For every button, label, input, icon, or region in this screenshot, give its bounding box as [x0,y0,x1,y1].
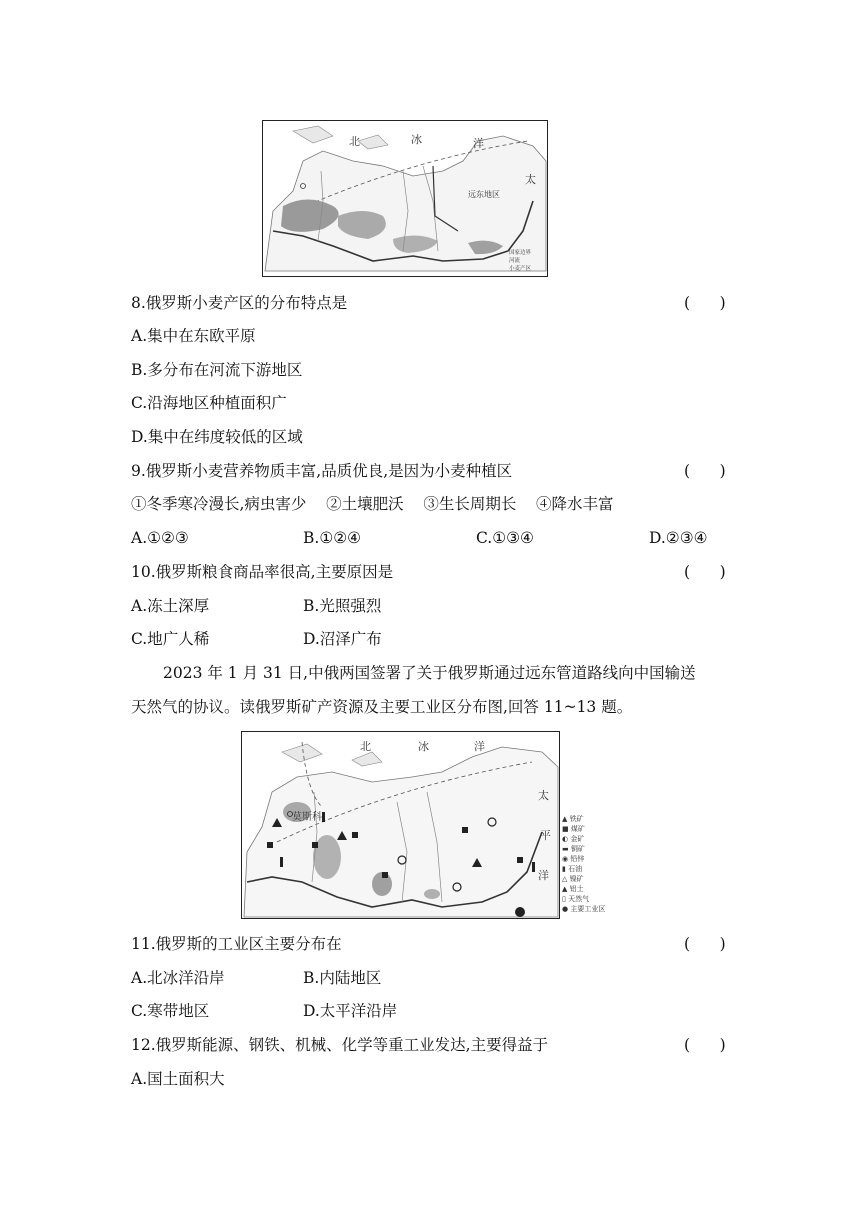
q9-option-a: A.①②③ [131,529,189,547]
q9-statements: ①冬季寒冷漫长,病虫害少 ②土壤肥沃 ③生长周期长 ④降水丰富 [131,495,614,513]
legend-gold: ◐ 金矿 [562,835,585,843]
map2-ocean-char-6: 洋 [538,869,549,882]
mineral-industry-map [241,731,560,919]
map1-ocean-char-3: 洋 [473,137,484,150]
q12-stem: 12.俄罗斯能源、钢铁、机械、化学等重工业发达,主要得益于 [131,1036,549,1054]
q10-option-d: D.沼泽广布 [303,630,382,648]
q9-stem: 9.俄罗斯小麦营养物质丰富,品质优良,是因为小麦种植区 [131,462,513,480]
q11-option-a: A.北冰洋沿岸 [131,969,225,987]
q10-stem: 10.俄罗斯粮食商品率很高,主要原因是 [131,563,394,581]
q11-answer-paren: ( ) [684,935,726,953]
q10-answer-paren: ( ) [684,563,726,581]
passage-line-2: 天然气的协议。读俄罗斯矿产资源及主要工业区分布图,回答 11~13 题。 [131,698,633,716]
q11-stem: 11.俄罗斯的工业区主要分布在 [131,935,342,953]
map1-ocean-char-1: 北 [349,135,360,148]
q10-option-a: A.冻土深厚 [131,597,210,615]
map2-ocean-char-3: 洋 [474,740,485,753]
legend-gas: ▯ 天然气 [562,895,590,903]
legend-wheat: 小麦产区 [509,266,532,272]
map2-ocean-char-2: 冰 [418,740,429,753]
legend-river: 河流 [509,258,521,264]
map2-legend [562,814,605,914]
legend-oil: ▮ 石油 [562,865,583,873]
q9-option-c: C.①③④ [476,529,534,547]
q8-option-d: D.集中在纬度较低的区域 [131,428,303,446]
q11-option-d: D.太平洋沿岸 [303,1002,398,1020]
q12-answer-paren: ( ) [684,1036,726,1054]
legend-industrial: ● 主要工业区 [562,905,606,913]
moscow-label: 莫斯科 [292,812,322,823]
wheat-region-map [262,120,548,277]
map1-ocean-char-4: 太 [525,173,536,186]
far-east-label: 远东地区 [468,190,500,199]
q9-option-b: B.①②④ [303,529,362,547]
legend-lead-zinc: ◉ 铅锌 [562,855,585,863]
q12-option-a: A.国土面积大 [131,1070,225,1088]
map2-ocean-char-1: 北 [360,740,371,753]
legend-iron: ▲ 铁矿 [562,815,584,823]
mineral-map-graphic [242,732,559,918]
wheat-map-graphic [263,121,547,276]
q11-option-c: C.寒带地区 [131,1002,210,1020]
q11-option-b: B.内陆地区 [303,969,382,987]
map2-ocean-char-4: 太 [538,789,549,802]
q8-option-c: C.沿海地区种植面积广 [131,394,287,412]
q8-option-a: A.集中在东欧平原 [131,327,256,345]
legend-border: 国家边界 [509,250,532,256]
legend-coal: ■ 煤矿 [562,825,585,833]
map1-ocean-char-2: 冰 [411,133,422,146]
map1-legend [509,249,531,273]
q8-stem: 8.俄罗斯小麦产区的分布特点是 [131,294,348,312]
q8-answer-paren: ( ) [684,294,726,312]
legend-bauxite: ▲ 铝土 [562,885,584,893]
legend-nickel: △ 镍矿 [562,875,584,883]
q9-answer-paren: ( ) [684,462,726,480]
passage-line-1: 2023 年 1 月 31 日,中俄两国签署了关于俄罗斯通过远东管道路线向中国输送 [163,664,696,682]
legend-copper: ▬ 铜矿 [562,845,585,853]
map2-ocean-char-5: 平 [540,829,551,842]
q10-option-c: C.地广人稀 [131,630,210,648]
q10-option-b: B.光照强烈 [303,597,382,615]
q9-option-d: D.②③④ [649,529,708,547]
q8-option-b: B.多分布在河流下游地区 [131,361,303,379]
